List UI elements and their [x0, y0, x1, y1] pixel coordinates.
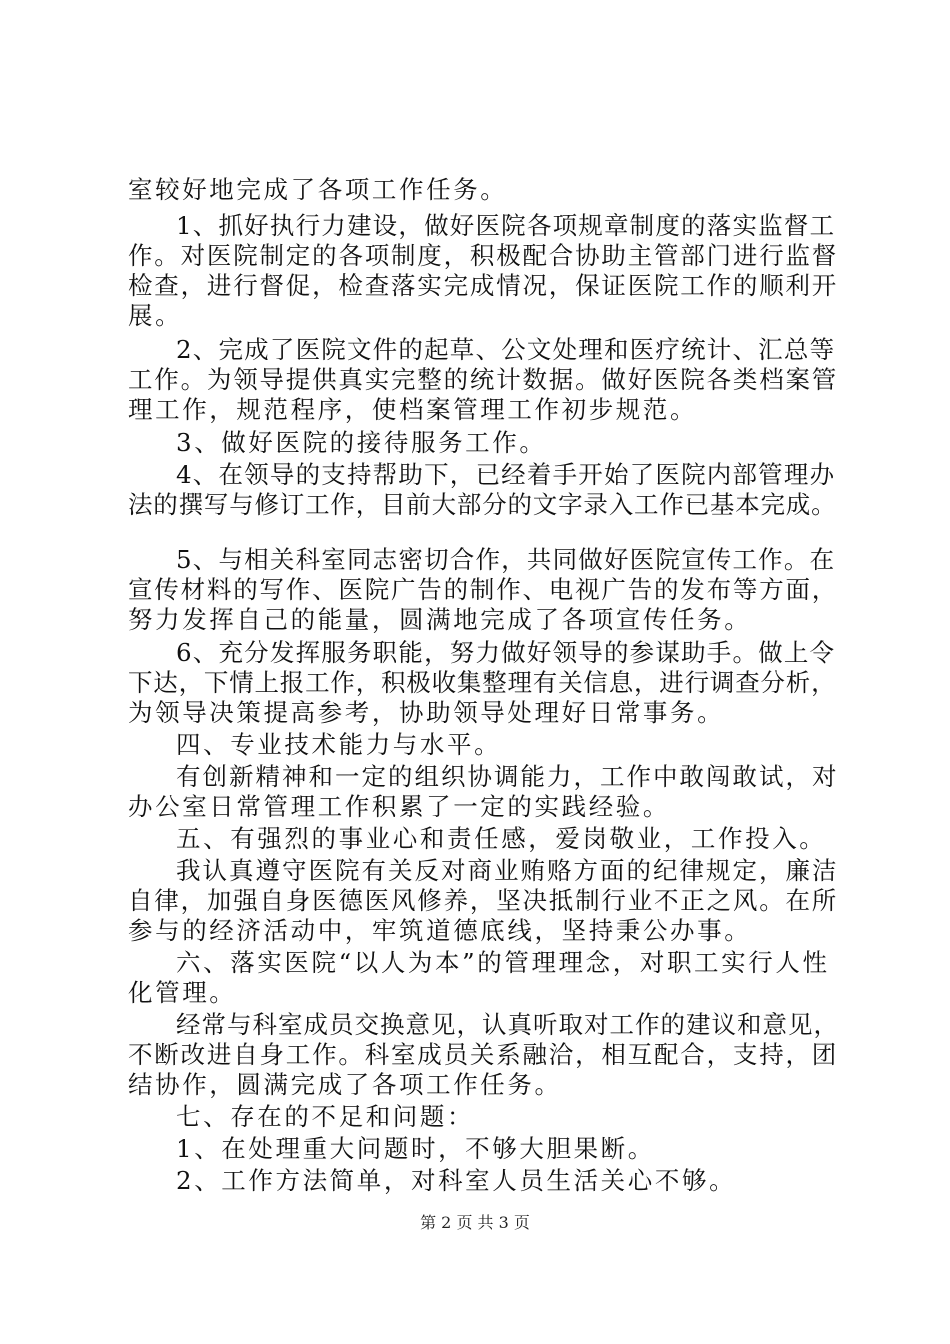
- text-line: 3、做好医院的接待服务工作。: [176, 428, 547, 457]
- text-line: 化管理。: [128, 978, 237, 1007]
- text-line: 展。: [128, 301, 183, 330]
- text-line: 工作。为领导提供真实完整的统计数据。做好医院各类档案管: [128, 365, 839, 394]
- text-line: 不断改进自身工作。科室成员关系融洽，相互配合，支持，团: [128, 1040, 839, 1069]
- text-line: 法的撰写与修订工作，目前大部分的文字录入工作已基本完成。: [128, 490, 837, 519]
- text-line: 六、落实医院“以人为本”的管理理念，对职工实行人性: [176, 948, 830, 977]
- text-line: 努力发挥自己的能量，圆满地完成了各项宣传任务。: [128, 605, 752, 634]
- text-line: 自律，加强自身医德医风修养，坚决抵制行业不正之风。在所: [128, 886, 839, 915]
- text-line: 经常与科室成员交换意见，认真听取对工作的建议和意见，: [176, 1010, 839, 1039]
- text-line: 检查，进行督促，检查落实完成情况，保证医院工作的顺利开: [128, 271, 839, 300]
- text-line: 有创新精神和一定的组织协调能力，工作中敢闯敢试，对: [176, 762, 839, 791]
- text-line: 五、有强烈的事业心和责任感，爱岗敬业，工作投入。: [176, 824, 827, 853]
- text-line: 我认真遵守医院有关反对商业贿赂方面的纪律规定，廉洁: [176, 856, 839, 885]
- text-line: 为领导决策提高参考，协助领导处理好日常事务。: [128, 698, 725, 727]
- text-line: 4、在领导的支持帮助下，已经着手开始了医院内部管理办: [176, 460, 836, 489]
- text-line: 办公室日常管理工作积累了一定的实践经验。: [128, 792, 670, 821]
- text-line: 5、与相关科室同志密切合作，共同做好医院宣传工作。在: [176, 545, 836, 574]
- text-line: 七、存在的不足和问题：: [176, 1102, 475, 1131]
- text-line: 1、抓好执行力建设，做好医院各项规章制度的落实监督工: [176, 211, 836, 240]
- text-line: 2、工作方法简单，对科室人员生活关心不够。: [176, 1166, 737, 1195]
- text-line: 宣传材料的写作、医院广告的制作、电视广告的发布等方面，: [128, 575, 839, 604]
- text-line: 参与的经济活动中，牢筑道德底线，坚持秉公办事。: [128, 916, 752, 945]
- text-line: 6、充分发挥服务职能，努力做好领导的参谋助手。做上令: [176, 638, 836, 667]
- text-line: 四、专业技术能力与水平。: [176, 730, 502, 759]
- text-line: 室较好地完成了各项工作任务。: [128, 175, 508, 204]
- page-number: 第 2 页 共 3 页: [420, 1213, 530, 1232]
- text-line: 结协作，圆满完成了各项工作任务。: [128, 1070, 562, 1099]
- text-line: 1、在处理重大问题时，不够大胆果断。: [176, 1134, 655, 1163]
- text-line: 下达，下情上报工作，积极收集整理有关信息，进行调查分析，: [128, 668, 837, 697]
- text-line: 作。对医院制定的各项制度，积极配合协助主管部门进行监督: [128, 241, 839, 270]
- text-line: 理工作，规范程序，使档案管理工作初步规范。: [128, 395, 698, 424]
- text-line: 2、完成了医院文件的起草、公文处理和医疗统计、汇总等: [176, 335, 836, 364]
